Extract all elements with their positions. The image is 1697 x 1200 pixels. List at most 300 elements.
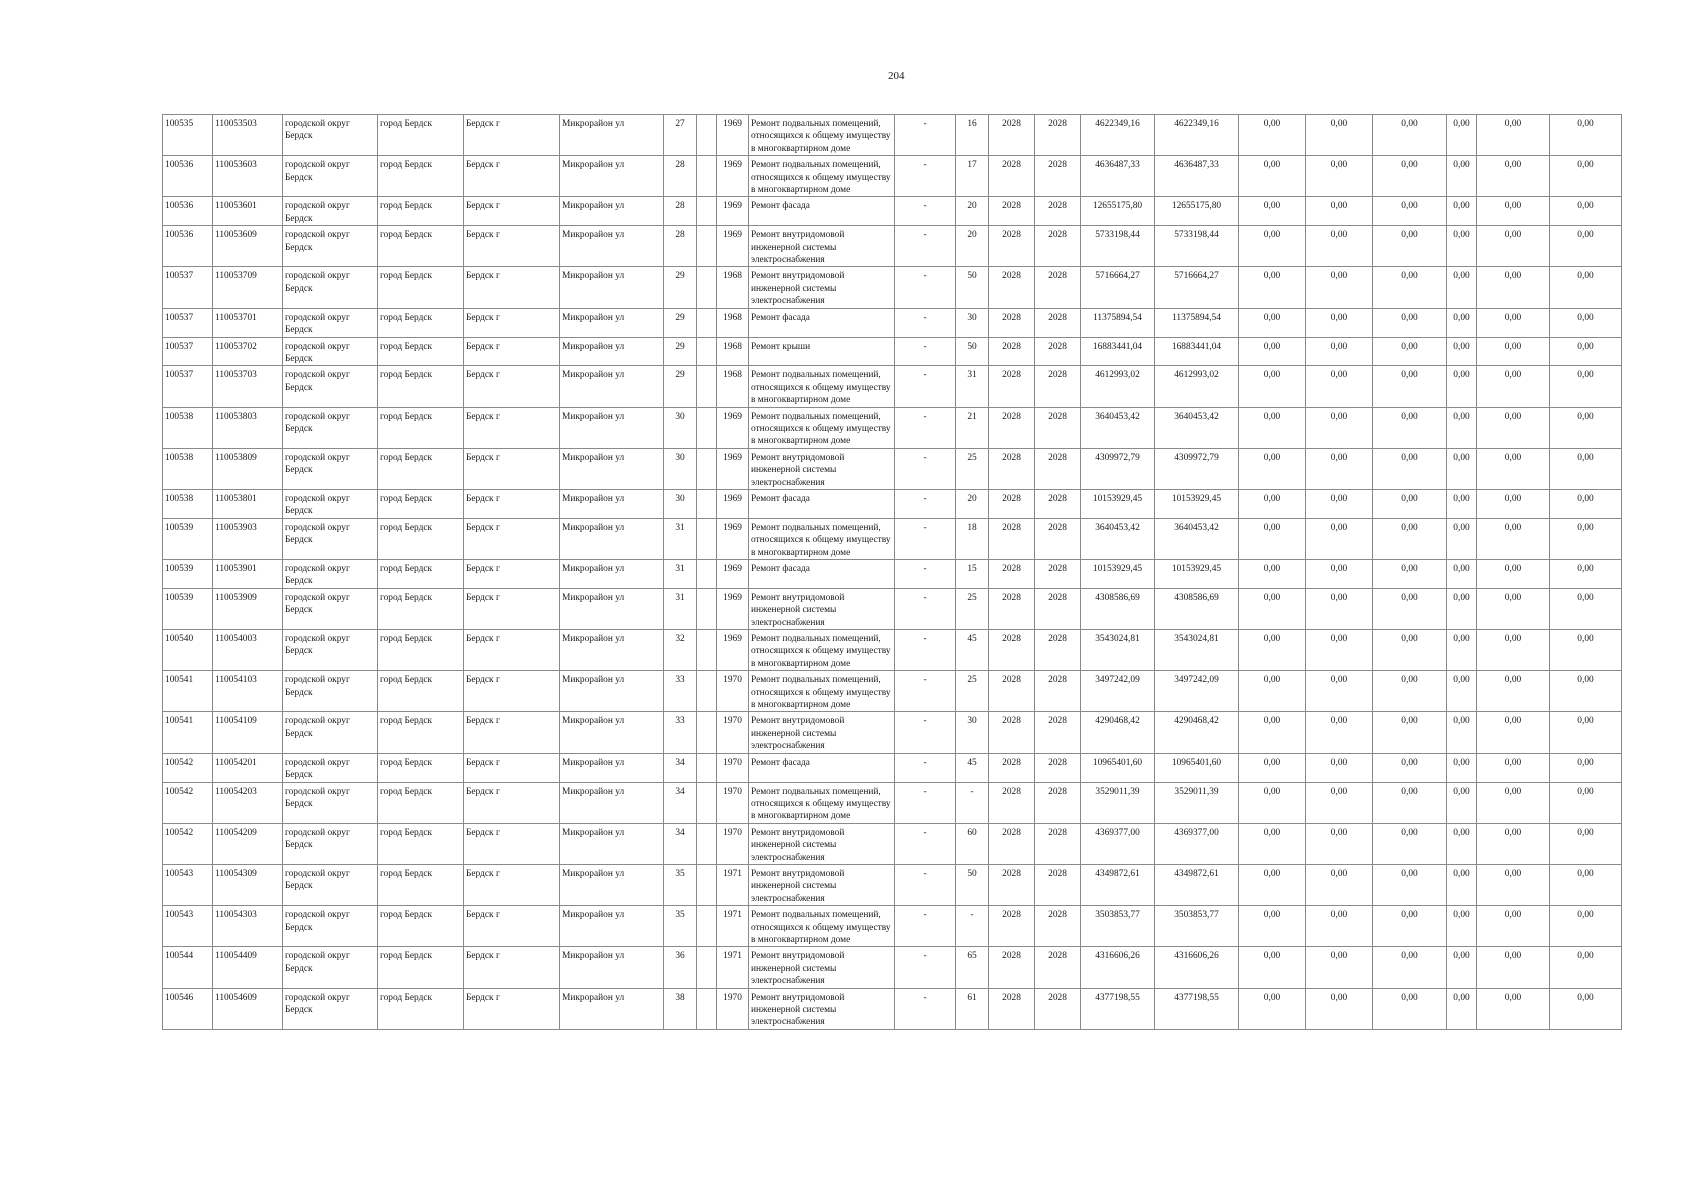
col-fund-2: 0,00 <box>1306 337 1373 366</box>
col-total: 4369377,00 <box>1155 823 1239 864</box>
col-house: 35 <box>664 906 697 947</box>
col-city: город Бердск <box>378 988 464 1029</box>
col-fund-2: 0,00 <box>1306 115 1373 156</box>
col-fund-4: 0,00 <box>1447 197 1477 226</box>
col-fund-5: 0,00 <box>1477 712 1550 753</box>
col-city: город Бердск <box>378 448 464 489</box>
col-city: город Бердск <box>378 906 464 947</box>
col-district: городской округ Бердск <box>283 712 378 753</box>
col-fund-5: 0,00 <box>1477 588 1550 629</box>
col-id: 100540 <box>163 630 213 671</box>
col-fund-5: 0,00 <box>1477 407 1550 448</box>
col-fund-3: 0,00 <box>1373 588 1447 629</box>
col-year-end: 2028 <box>1035 337 1081 366</box>
col-fund-5: 0,00 <box>1477 156 1550 197</box>
col-cost: 5716664,27 <box>1081 267 1155 308</box>
col-fund-2: 0,00 <box>1306 560 1373 589</box>
col-street: Микрорайон ул <box>560 753 664 782</box>
col-dash: - <box>895 226 956 267</box>
col-fund-4: 0,00 <box>1447 588 1477 629</box>
col-dash: - <box>895 864 956 905</box>
col-id: 100536 <box>163 197 213 226</box>
col-city: город Бердск <box>378 588 464 629</box>
col-fund-2: 0,00 <box>1306 308 1373 337</box>
col-wear: 16 <box>956 115 989 156</box>
col-city: город Бердск <box>378 156 464 197</box>
col-wear: 65 <box>956 947 989 988</box>
col-cost: 3503853,77 <box>1081 906 1155 947</box>
col-building <box>697 226 717 267</box>
col-fund-3: 0,00 <box>1373 671 1447 712</box>
table-row <box>163 753 1622 782</box>
col-building <box>697 630 717 671</box>
col-year: 1971 <box>717 864 749 905</box>
col-year-start: 2028 <box>989 366 1035 407</box>
col-fund-1: 0,00 <box>1239 988 1306 1029</box>
col-fund-2: 0,00 <box>1306 156 1373 197</box>
col-year: 1969 <box>717 489 749 518</box>
col-house: 32 <box>664 630 697 671</box>
col-locality: Бердск г <box>464 337 560 366</box>
col-locality: Бердск г <box>464 630 560 671</box>
col-cost: 4612993,02 <box>1081 366 1155 407</box>
col-house: 35 <box>664 864 697 905</box>
col-wear: 61 <box>956 988 989 1029</box>
col-year-start: 2028 <box>989 630 1035 671</box>
col-fund-3: 0,00 <box>1373 560 1447 589</box>
col-id: 100544 <box>163 947 213 988</box>
col-fund-6: 0,00 <box>1550 267 1622 308</box>
col-id: 100542 <box>163 823 213 864</box>
col-fund-6: 0,00 <box>1550 448 1622 489</box>
col-city: город Бердск <box>378 671 464 712</box>
col-fund-3: 0,00 <box>1373 518 1447 559</box>
col-dash: - <box>895 753 956 782</box>
col-year: 1969 <box>717 197 749 226</box>
col-year-end: 2028 <box>1035 156 1081 197</box>
col-total: 4309972,79 <box>1155 448 1239 489</box>
table-row <box>163 947 1622 988</box>
col-fund-1: 0,00 <box>1239 366 1306 407</box>
col-district: городской округ Бердск <box>283 407 378 448</box>
col-wear: 31 <box>956 366 989 407</box>
col-id: 100537 <box>163 366 213 407</box>
col-building <box>697 560 717 589</box>
col-building <box>697 489 717 518</box>
col-building <box>697 823 717 864</box>
col-city: город Бердск <box>378 560 464 589</box>
col-district: городской округ Бердск <box>283 988 378 1029</box>
col-fund-4: 0,00 <box>1447 753 1477 782</box>
col-fund-3: 0,00 <box>1373 407 1447 448</box>
col-city: город Бердск <box>378 197 464 226</box>
col-year: 1970 <box>717 782 749 823</box>
col-fund-2: 0,00 <box>1306 226 1373 267</box>
col-year: 1969 <box>717 226 749 267</box>
col-cost: 11375894,54 <box>1081 308 1155 337</box>
col-year: 1970 <box>717 712 749 753</box>
col-fund-6: 0,00 <box>1550 823 1622 864</box>
col-locality: Бердск г <box>464 560 560 589</box>
col-fund-6: 0,00 <box>1550 407 1622 448</box>
col-wear: 50 <box>956 864 989 905</box>
col-year-end: 2028 <box>1035 407 1081 448</box>
col-fund-3: 0,00 <box>1373 267 1447 308</box>
col-fund-4: 0,00 <box>1447 407 1477 448</box>
col-fund-3: 0,00 <box>1373 448 1447 489</box>
col-code: 110054209 <box>213 823 283 864</box>
col-fund-2: 0,00 <box>1306 407 1373 448</box>
table-row <box>163 560 1622 589</box>
col-fund-4: 0,00 <box>1447 226 1477 267</box>
col-year-start: 2028 <box>989 448 1035 489</box>
col-fund-5: 0,00 <box>1477 448 1550 489</box>
col-fund-1: 0,00 <box>1239 864 1306 905</box>
col-fund-6: 0,00 <box>1550 156 1622 197</box>
col-fund-2: 0,00 <box>1306 588 1373 629</box>
table-row <box>163 197 1622 226</box>
col-district: городской округ Бердск <box>283 308 378 337</box>
col-cost: 4369377,00 <box>1081 823 1155 864</box>
col-fund-1: 0,00 <box>1239 337 1306 366</box>
col-locality: Бердск г <box>464 308 560 337</box>
col-year-end: 2028 <box>1035 671 1081 712</box>
col-year-start: 2028 <box>989 337 1035 366</box>
col-fund-5: 0,00 <box>1477 337 1550 366</box>
col-year: 1971 <box>717 906 749 947</box>
col-year-start: 2028 <box>989 489 1035 518</box>
col-locality: Бердск г <box>464 197 560 226</box>
col-fund-6: 0,00 <box>1550 988 1622 1029</box>
col-house: 33 <box>664 712 697 753</box>
col-year: 1969 <box>717 588 749 629</box>
col-district: городской округ Бердск <box>283 115 378 156</box>
table-body <box>163 115 1622 1030</box>
col-id: 100539 <box>163 560 213 589</box>
col-dash: - <box>895 947 956 988</box>
col-year-end: 2028 <box>1035 753 1081 782</box>
col-total: 3640453,42 <box>1155 518 1239 559</box>
col-city: город Бердск <box>378 337 464 366</box>
col-dash: - <box>895 267 956 308</box>
col-code: 110053601 <box>213 197 283 226</box>
col-fund-4: 0,00 <box>1447 489 1477 518</box>
col-house: 29 <box>664 267 697 308</box>
col-year: 1968 <box>717 308 749 337</box>
col-district: городской округ Бердск <box>283 864 378 905</box>
col-id: 100543 <box>163 864 213 905</box>
col-year-end: 2028 <box>1035 712 1081 753</box>
col-work-type: Ремонт крыши <box>749 337 895 366</box>
col-year-start: 2028 <box>989 753 1035 782</box>
col-code: 110054103 <box>213 671 283 712</box>
col-street: Микрорайон ул <box>560 337 664 366</box>
col-street: Микрорайон ул <box>560 864 664 905</box>
col-fund-3: 0,00 <box>1373 156 1447 197</box>
col-code: 110054409 <box>213 947 283 988</box>
col-city: город Бердск <box>378 366 464 407</box>
col-work-type: Ремонт фасада <box>749 489 895 518</box>
col-work-type: Ремонт внутридомовой инженерной системы электроснабжения <box>749 864 895 905</box>
col-work-type: Ремонт внутридомовой инженерной системы электроснабжения <box>749 448 895 489</box>
col-work-type: Ремонт внутридомовой инженерной системы электроснабжения <box>749 947 895 988</box>
col-fund-6: 0,00 <box>1550 712 1622 753</box>
col-fund-4: 0,00 <box>1447 906 1477 947</box>
col-house: 30 <box>664 448 697 489</box>
col-total: 5733198,44 <box>1155 226 1239 267</box>
col-house: 34 <box>664 823 697 864</box>
col-fund-4: 0,00 <box>1447 115 1477 156</box>
col-year-start: 2028 <box>989 906 1035 947</box>
col-total: 3543024,81 <box>1155 630 1239 671</box>
col-year-start: 2028 <box>989 197 1035 226</box>
col-fund-4: 0,00 <box>1447 366 1477 407</box>
col-dash: - <box>895 407 956 448</box>
col-locality: Бердск г <box>464 518 560 559</box>
col-year: 1969 <box>717 448 749 489</box>
col-street: Микрорайон ул <box>560 823 664 864</box>
col-house: 33 <box>664 671 697 712</box>
col-fund-2: 0,00 <box>1306 489 1373 518</box>
col-wear: 20 <box>956 226 989 267</box>
col-fund-5: 0,00 <box>1477 753 1550 782</box>
col-fund-2: 0,00 <box>1306 197 1373 226</box>
col-code: 110053709 <box>213 267 283 308</box>
col-fund-2: 0,00 <box>1306 947 1373 988</box>
col-year-end: 2028 <box>1035 988 1081 1029</box>
col-total: 12655175,80 <box>1155 197 1239 226</box>
col-year: 1969 <box>717 560 749 589</box>
col-house: 29 <box>664 308 697 337</box>
col-fund-4: 0,00 <box>1447 448 1477 489</box>
col-fund-5: 0,00 <box>1477 947 1550 988</box>
col-code: 110053901 <box>213 560 283 589</box>
col-street: Микрорайон ул <box>560 630 664 671</box>
table-row <box>163 906 1622 947</box>
col-year-start: 2028 <box>989 823 1035 864</box>
col-fund-1: 0,00 <box>1239 226 1306 267</box>
col-house: 36 <box>664 947 697 988</box>
col-fund-2: 0,00 <box>1306 988 1373 1029</box>
col-locality: Бердск г <box>464 864 560 905</box>
col-id: 100535 <box>163 115 213 156</box>
col-work-type: Ремонт подвальных помещений, относящихся к общему имуществу в многоквартирном доме <box>749 156 895 197</box>
col-fund-1: 0,00 <box>1239 630 1306 671</box>
col-fund-2: 0,00 <box>1306 448 1373 489</box>
col-house: 28 <box>664 197 697 226</box>
col-work-type: Ремонт подвальных помещений, относящихся к общему имуществу в многоквартирном доме <box>749 782 895 823</box>
col-building <box>697 267 717 308</box>
col-city: город Бердск <box>378 226 464 267</box>
col-total: 3529011,39 <box>1155 782 1239 823</box>
col-fund-4: 0,00 <box>1447 267 1477 308</box>
col-street: Микрорайон ул <box>560 560 664 589</box>
col-fund-5: 0,00 <box>1477 671 1550 712</box>
col-cost: 12655175,80 <box>1081 197 1155 226</box>
col-cost: 3497242,09 <box>1081 671 1155 712</box>
col-fund-5: 0,00 <box>1477 630 1550 671</box>
col-house: 27 <box>664 115 697 156</box>
col-street: Микрорайон ул <box>560 988 664 1029</box>
col-cost: 10965401,60 <box>1081 753 1155 782</box>
col-fund-3: 0,00 <box>1373 864 1447 905</box>
col-code: 110053903 <box>213 518 283 559</box>
col-total: 4377198,55 <box>1155 988 1239 1029</box>
col-house: 31 <box>664 560 697 589</box>
col-work-type: Ремонт подвальных помещений, относящихся к общему имуществу в многоквартирном доме <box>749 906 895 947</box>
col-year-end: 2028 <box>1035 782 1081 823</box>
col-year-end: 2028 <box>1035 630 1081 671</box>
table-row <box>163 156 1622 197</box>
col-cost: 4349872,61 <box>1081 864 1155 905</box>
col-fund-5: 0,00 <box>1477 489 1550 518</box>
col-work-type: Ремонт подвальных помещений, относящихся к общему имуществу в многоквартирном доме <box>749 366 895 407</box>
col-house: 34 <box>664 782 697 823</box>
col-building <box>697 712 717 753</box>
col-cost: 16883441,04 <box>1081 337 1155 366</box>
col-cost: 4316606,26 <box>1081 947 1155 988</box>
col-street: Микрорайон ул <box>560 671 664 712</box>
col-year-end: 2028 <box>1035 588 1081 629</box>
col-code: 110054109 <box>213 712 283 753</box>
col-fund-3: 0,00 <box>1373 197 1447 226</box>
col-total: 4636487,33 <box>1155 156 1239 197</box>
col-id: 100537 <box>163 308 213 337</box>
col-street: Микрорайон ул <box>560 712 664 753</box>
col-cost: 4290468,42 <box>1081 712 1155 753</box>
col-year-end: 2028 <box>1035 864 1081 905</box>
col-year-start: 2028 <box>989 782 1035 823</box>
col-locality: Бердск г <box>464 988 560 1029</box>
col-year-start: 2028 <box>989 308 1035 337</box>
col-locality: Бердск г <box>464 407 560 448</box>
col-cost: 4636487,33 <box>1081 156 1155 197</box>
col-house: 31 <box>664 588 697 629</box>
col-fund-2: 0,00 <box>1306 782 1373 823</box>
col-wear: 30 <box>956 308 989 337</box>
col-fund-4: 0,00 <box>1447 156 1477 197</box>
col-city: город Бердск <box>378 753 464 782</box>
table-row <box>163 115 1622 156</box>
col-street: Микрорайон ул <box>560 156 664 197</box>
col-fund-6: 0,00 <box>1550 366 1622 407</box>
col-fund-2: 0,00 <box>1306 712 1373 753</box>
col-street: Микрорайон ул <box>560 448 664 489</box>
col-fund-4: 0,00 <box>1447 671 1477 712</box>
col-street: Микрорайон ул <box>560 407 664 448</box>
col-city: город Бердск <box>378 308 464 337</box>
col-fund-2: 0,00 <box>1306 823 1373 864</box>
col-wear: 21 <box>956 407 989 448</box>
col-fund-1: 0,00 <box>1239 753 1306 782</box>
col-district: городской округ Бердск <box>283 226 378 267</box>
col-code: 110054201 <box>213 753 283 782</box>
col-fund-6: 0,00 <box>1550 308 1622 337</box>
col-code: 110053703 <box>213 366 283 407</box>
col-id: 100541 <box>163 671 213 712</box>
col-year-start: 2028 <box>989 407 1035 448</box>
col-district: городской округ Бердск <box>283 630 378 671</box>
col-year-end: 2028 <box>1035 115 1081 156</box>
col-code: 110054609 <box>213 988 283 1029</box>
col-year-start: 2028 <box>989 156 1035 197</box>
col-year-start: 2028 <box>989 947 1035 988</box>
col-year-end: 2028 <box>1035 226 1081 267</box>
col-house: 31 <box>664 518 697 559</box>
col-building <box>697 906 717 947</box>
table-row <box>163 671 1622 712</box>
col-district: городской округ Бердск <box>283 489 378 518</box>
col-street: Микрорайон ул <box>560 197 664 226</box>
col-fund-1: 0,00 <box>1239 782 1306 823</box>
col-year: 1968 <box>717 366 749 407</box>
col-fund-1: 0,00 <box>1239 197 1306 226</box>
col-work-type: Ремонт внутридомовой инженерной системы электроснабжения <box>749 226 895 267</box>
col-fund-1: 0,00 <box>1239 560 1306 589</box>
col-wear: 30 <box>956 712 989 753</box>
col-cost: 3640453,42 <box>1081 407 1155 448</box>
col-city: город Бердск <box>378 864 464 905</box>
col-building <box>697 588 717 629</box>
col-fund-3: 0,00 <box>1373 947 1447 988</box>
col-id: 100538 <box>163 489 213 518</box>
col-street: Микрорайон ул <box>560 267 664 308</box>
col-fund-1: 0,00 <box>1239 115 1306 156</box>
col-year: 1968 <box>717 267 749 308</box>
col-total: 4622349,16 <box>1155 115 1239 156</box>
col-fund-5: 0,00 <box>1477 197 1550 226</box>
col-year: 1968 <box>717 337 749 366</box>
col-work-type: Ремонт внутридомовой инженерной системы электроснабжения <box>749 267 895 308</box>
col-street: Микрорайон ул <box>560 308 664 337</box>
col-total: 4349872,61 <box>1155 864 1239 905</box>
repair-program-table <box>162 114 1622 1030</box>
col-wear: 20 <box>956 197 989 226</box>
col-fund-1: 0,00 <box>1239 823 1306 864</box>
col-year-start: 2028 <box>989 226 1035 267</box>
col-dash: - <box>895 518 956 559</box>
col-fund-2: 0,00 <box>1306 518 1373 559</box>
col-locality: Бердск г <box>464 115 560 156</box>
col-fund-5: 0,00 <box>1477 988 1550 1029</box>
col-cost: 4622349,16 <box>1081 115 1155 156</box>
col-wear: 60 <box>956 823 989 864</box>
col-cost: 10153929,45 <box>1081 560 1155 589</box>
col-district: городской округ Бердск <box>283 366 378 407</box>
col-district: городской округ Бердск <box>283 823 378 864</box>
col-year: 1970 <box>717 823 749 864</box>
table-row <box>163 489 1622 518</box>
col-house: 29 <box>664 366 697 407</box>
col-year-end: 2028 <box>1035 823 1081 864</box>
table-row <box>163 588 1622 629</box>
col-fund-3: 0,00 <box>1373 630 1447 671</box>
table-row <box>163 407 1622 448</box>
col-id: 100543 <box>163 906 213 947</box>
col-fund-4: 0,00 <box>1447 337 1477 366</box>
col-code: 110053503 <box>213 115 283 156</box>
col-work-type: Ремонт внутридомовой инженерной системы электроснабжения <box>749 712 895 753</box>
col-locality: Бердск г <box>464 448 560 489</box>
col-street: Микрорайон ул <box>560 115 664 156</box>
col-fund-1: 0,00 <box>1239 308 1306 337</box>
col-dash: - <box>895 366 956 407</box>
table-row <box>163 337 1622 366</box>
col-locality: Бердск г <box>464 489 560 518</box>
col-fund-4: 0,00 <box>1447 988 1477 1029</box>
col-year: 1969 <box>717 115 749 156</box>
col-fund-6: 0,00 <box>1550 489 1622 518</box>
